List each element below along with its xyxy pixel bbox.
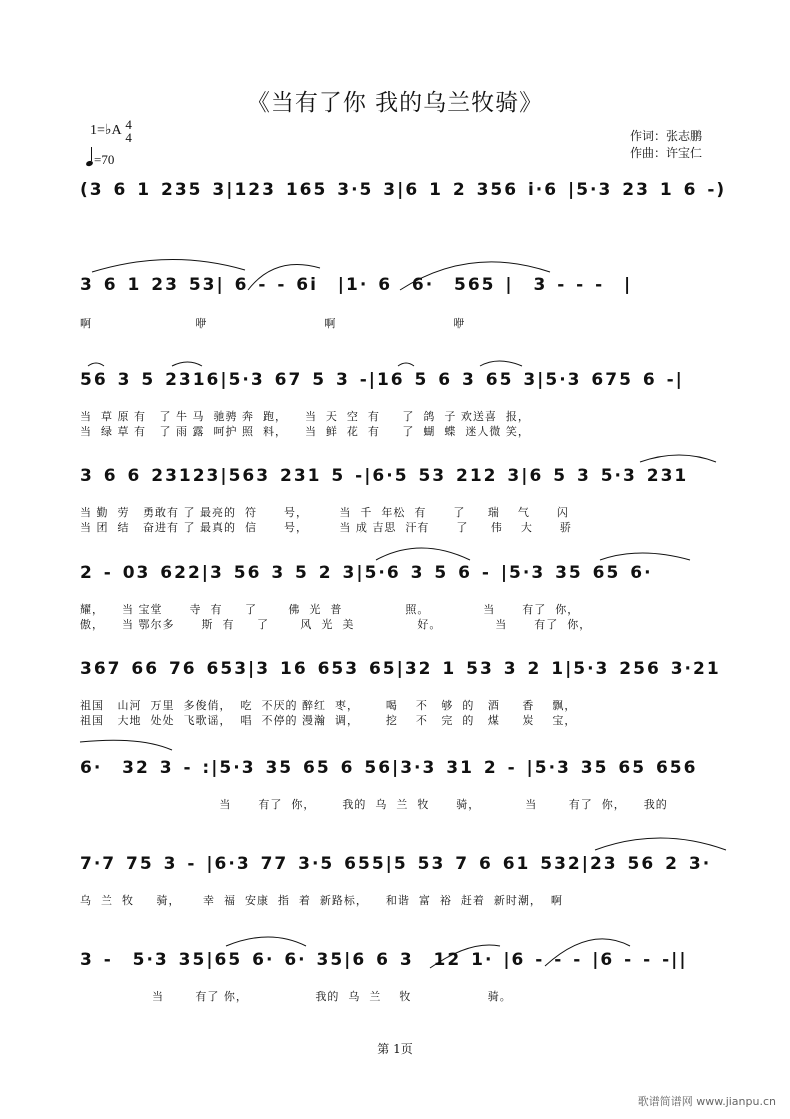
slur-arc — [398, 363, 414, 366]
lyric-line-1: 啊 咿 啊 咿 — [80, 317, 466, 330]
tempo-value: =70 — [94, 152, 115, 167]
slur-arc — [376, 548, 470, 560]
lyric-line-1: 当 有了 你， 我的 乌 兰 牧 骑。 — [80, 990, 512, 1003]
lyric-line-2: 祖国 大地 处处 飞歌谣， 唱 不停的 漫瀚 调， 挖 不 完 的 煤 炭 宝， — [80, 714, 577, 727]
lyric-line-1: 耀， 当 宝堂 寺 有 了 佛 光 普 照。 当 有了 你， — [80, 603, 580, 616]
lyric-line-2: 傲， 当 鄂尔多 斯 有 了 风 光 美 好。 当 有了 你， — [80, 618, 592, 631]
slur-arc — [600, 553, 690, 560]
time-signature — [125, 118, 132, 144]
slur-arc — [640, 455, 716, 462]
key-label: 1=♭A — [90, 123, 121, 139]
slur-arc — [88, 363, 104, 366]
watermark: 歌谱简谱网 www.jianpu.cn — [637, 1095, 776, 1108]
lyric-line-1: 当 有了 你， 我的 乌 兰 牧 骑， 当 有了 你， 我的 — [80, 798, 668, 811]
note-stem-icon — [91, 147, 92, 161]
notation-line: 3 - 5·3 35|65 6· 6· 35|6 6 3 12 1· |6 - - - |6 - - -|| — [80, 950, 688, 970]
page-number: 第 1页 — [377, 1042, 413, 1056]
notation-line: 3 6 1 23 53| 6 - - 6i |1· 6 6· 565 | 3 - - - | — [80, 275, 633, 295]
lyric-line-2: 当 绿 草 有 了 雨 露 呵护 照 料， 当 鲜 花 有 了 蝴 蝶 迷人微 笑， — [80, 425, 530, 438]
slur-arc — [92, 259, 245, 272]
lyric-line-1: 乌 兰 牧 骑， 幸 福 安康 指 着 新路标， 和谐 富 裕 赶着 新时潮， 啊 — [80, 894, 563, 907]
lyric-line-1: 祖国 山河 万里 多俊俏， 吃 不厌的 醉红 枣， 喝 不 够 的 酒 香 飘， — [80, 699, 577, 712]
notation-line: (3 6 1 235 3|123 165 3·5 3|6 1 2 356 i·6 |5·3 23 1 6 -) — [80, 180, 727, 200]
slur-arc — [80, 740, 172, 750]
key-signature — [90, 118, 132, 144]
notation-line: 2 - 03 622|3 56 3 5 2 3|5·6 3 5 6 - |5·3 35 65 6· — [80, 563, 653, 583]
time-top: 4 — [125, 117, 132, 132]
notation-line: 367 66 76 653|3 16 653 65|32 1 53 3 2 1|5·3 256 3·21 — [80, 659, 721, 679]
lyricist-credit: 作词：张志鹏 — [630, 129, 703, 143]
lyric-line-1: 当 勤 劳 勇敢有 了 最亮的 符 号， 当 千 年松 有 了 瑞 气 闪 — [80, 506, 569, 519]
notation-line: 7·7 75 3 - |6·3 77 3·5 655|5 53 7 6 61 532|23 56 2 3· — [80, 854, 712, 874]
lyric-line-1: 当 草 原 有 了 牛 马 驰骋 奔 跑， 当 天 空 有 了 鸽 子 欢送喜 报， — [80, 410, 530, 423]
song-title: 《当有了你 我的乌兰牧骑》 — [246, 90, 544, 116]
slur-arc — [595, 838, 726, 850]
notation-line: 56 3 5 2316|5·3 67 5 3 -|16 5 6 3 65 3|5·3 675 6 -| — [80, 370, 684, 390]
time-bottom: 4 — [125, 130, 132, 145]
notation-line: 6· 32 3 - :|5·3 35 65 6 56|3·3 31 2 - |5·3 35 65 656 — [80, 758, 698, 778]
notation-line: 3 6 6 23123|563 231 5 -|6·5 53 212 3|6 5 3 5·3 231 — [80, 466, 689, 486]
lyric-line-2: 当 团 结 奋进有 了 最真的 信 号， 当 成 吉思 汗有 了 伟 大 骄 — [80, 521, 572, 534]
slur-arc — [226, 937, 306, 946]
composer-credit: 作曲：许宝仁 — [630, 146, 703, 160]
tempo-marking — [86, 150, 114, 168]
slur-arc — [172, 362, 202, 366]
quarter-note-icon — [85, 160, 93, 167]
slur-arc — [480, 361, 522, 366]
